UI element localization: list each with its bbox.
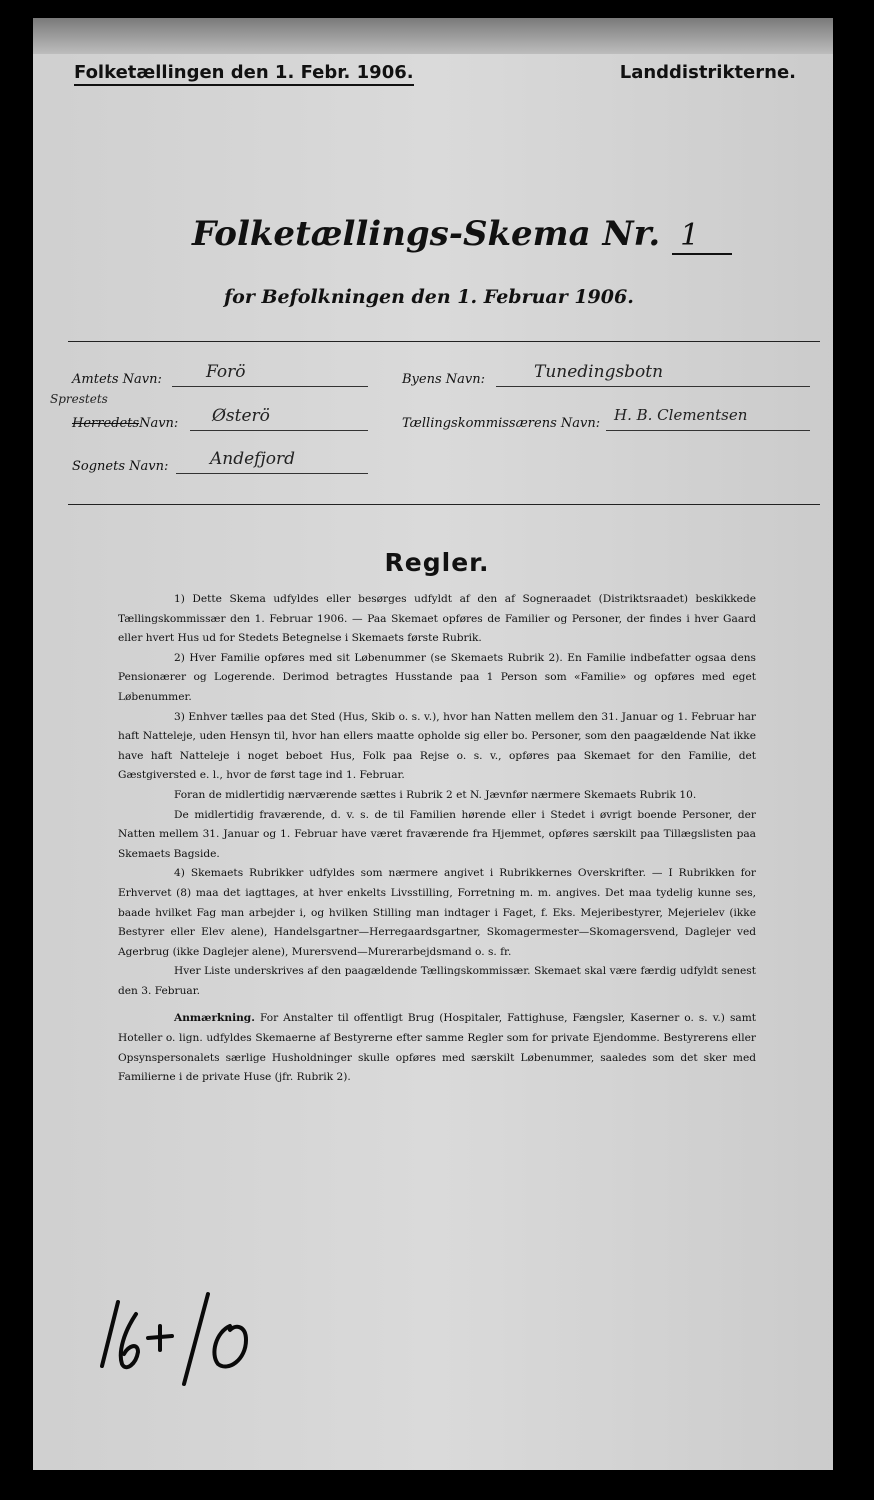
handwritten-count-mark <box>96 1280 296 1390</box>
rule-paragraph: 2) Hver Familie opføres med sit Løbenummer (se Skemaets Rubrik 2). En Familie indbefatter ogsaa dens Pensionærer og Logerende. Derimod betragtes Husstande paa 1 Person som «Familie» og opføres med eget Løbenummer. <box>118 651 756 703</box>
sogn-label: Sognets Navn: <box>72 459 169 474</box>
kommissaer-label: Tællingskommissærens Navn: <box>402 416 601 431</box>
sogn-value: Andefjord <box>210 449 295 469</box>
rules-heading: Regler. <box>384 548 490 577</box>
form-title <box>192 214 732 255</box>
herred-label <box>72 416 178 431</box>
herred-correction: Sprestets <box>50 392 108 406</box>
sogn-underline <box>176 473 368 474</box>
herred-value: Østerö <box>212 406 270 426</box>
rule-paragraph: 1) Dette Skema udfyldes eller besørges udfyldt af den af Sogneraadet (Distriktsraadet) beskikkede Tællingskommissær den 1. Februar 1906. — Paa Skemaet opføres de Familier og Personer, der findes i hver Gaard eller hvert Hus ud for Stedets Betegnelse i Skemaets første Rubrik. <box>118 593 756 645</box>
note-text: For Anstalter til offentligt Brug (Hospitaler, Fattighuse, Fængsler, Kaserner o. s. v.) samt Hoteller o. lign. udfyldes Skemaerne af Bestyrerne efter samme Regler som for private Ejendomme. Bestyrerens eller Opsynspersonalets særlige Husholdninger skulle opføres med særskilt Løbenummer, saaledes som det sker med Familierne i de private Huse (jfr. Rubrik 2). <box>118 1012 756 1084</box>
by-label: Byens Navn: <box>402 372 485 387</box>
by-underline <box>496 386 810 387</box>
census-header-left: Folketællingen den 1. Febr. 1906. <box>74 62 414 86</box>
amt-value: Forö <box>206 362 246 382</box>
amt-underline <box>172 386 368 387</box>
rule-paragraph: Hver Liste underskrives af den paagældende Tællingskommissær. Skemaet skal være færdig udfyldt senest den 3. Februar. <box>118 965 756 997</box>
herred-struck-word: Herredets <box>72 416 140 431</box>
form-subtitle: for Befolkningen den 1. Februar 1906. <box>224 286 634 308</box>
rule-paragraph: De midlertidig fraværende, d. v. s. de til Familien hørende eller i Stedet i øvrigt boende Personer, der Natten mellem 31. Januar og 1. Februar have været fraværende fra Hjemmet, opføres særskilt paa Tillægslisten paa Skemaets Bagside. <box>118 808 756 860</box>
page-top-shadow <box>33 18 833 54</box>
note-paragraph <box>118 1009 756 1087</box>
rule-paragraph: 3) Enhver tælles paa det Sted (Hus, Skib o. s. v.), hvor han Natten mellem den 31. Januar og 1. Februar har haft Natteleje, uden Hensyn til, hvor han ellers maatte opholde sig eller bo. Personer, som den paagældende Nat ikke have haft Natteleje i noget beboet Hus, Folk paa Rejse o. s. v., opføres paa Skemaet for den Familie, det Gæstgiversted e. l., hvor de først tage ind 1. Februar. <box>118 710 756 782</box>
rules-body <box>118 590 756 1088</box>
divider-bottom <box>68 504 820 505</box>
herred-underline <box>190 430 368 431</box>
form-title-text: Folketællings-Skema Nr. <box>192 214 661 254</box>
rule-paragraph: 4) Skemaets Rubrikker udfyldes som nærmere angivet i Rubrikkernes Overskrifter. — I Rubrikken for Erhvervet (8) maa det iagttages, at hver enkelts Livsstilling, Forretning m. m. angives. Det maa tydelig kunne ses, baade hvilket Fag man arbejder i, og hvilken Stilling man indtager i Faget, f. Eks. Mejeribestyrer, Mejerielev (ikke Bestyrer eller Elev alene), Handelsgartner—Herregaardsgartner, Skomagermester—Skomagersvend, Daglejer ved Agerbrug (ikke Daglejer alene), Murersvend—Murerarbejdsmand o. s. fr. <box>118 867 756 958</box>
kommissaer-value: H. B. Clementsen <box>614 406 748 424</box>
herred-label-text: Navn: <box>139 416 179 431</box>
note-label: Anmærkning. <box>174 1012 255 1025</box>
district-type-label: Landdistrikterne. <box>619 62 796 83</box>
amt-label: Amtets Navn: <box>72 372 162 387</box>
form-number: 1 <box>672 218 732 255</box>
kommissaer-underline <box>606 430 810 431</box>
by-value: Tunedingsbotn <box>534 362 664 382</box>
divider-top <box>68 341 820 342</box>
rule-paragraph: Foran de midlertidig nærværende sættes i Rubrik 2 et N. Jævnfør nærmere Skemaets Rubrik 10. <box>174 788 697 801</box>
